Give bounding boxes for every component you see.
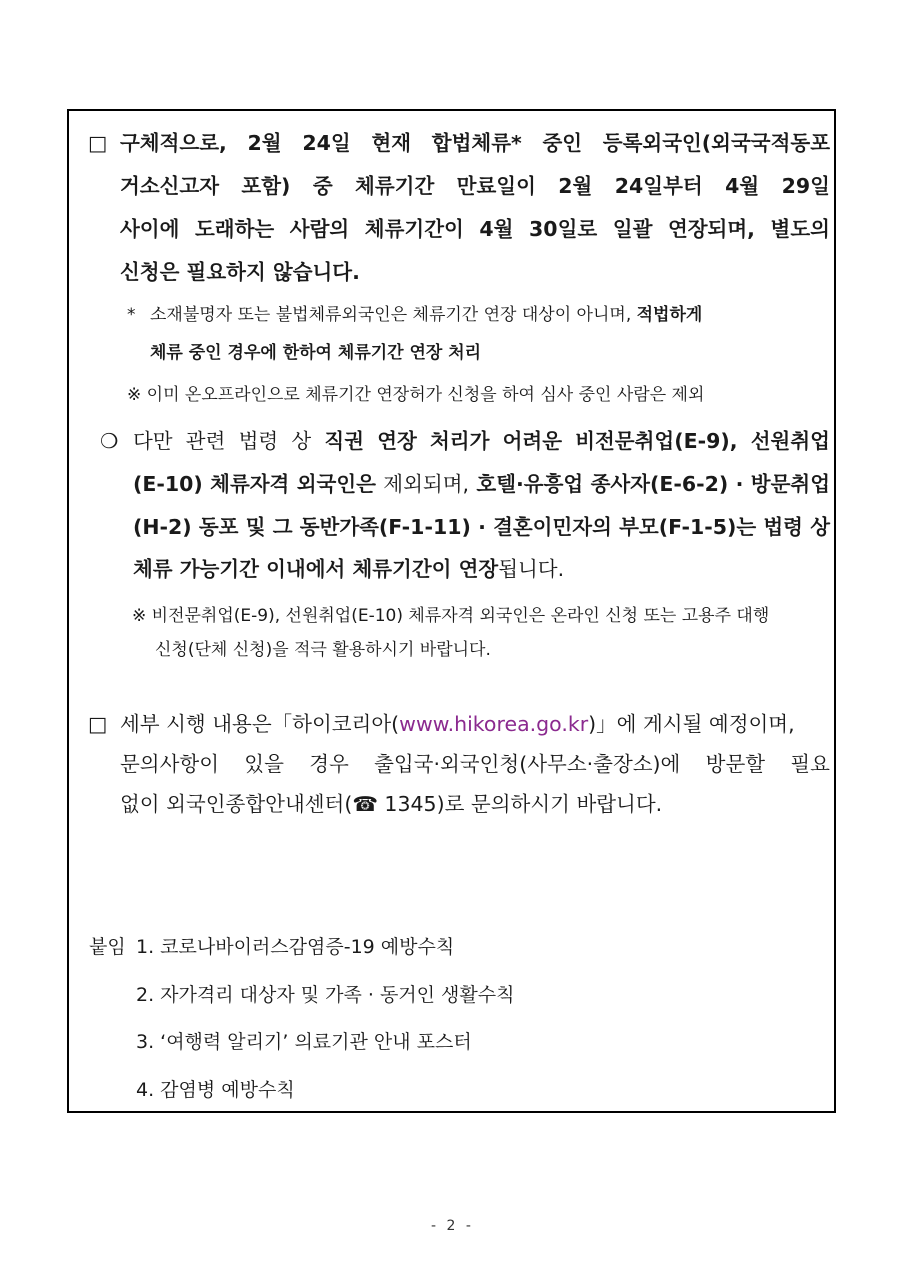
hikorea-link[interactable]: www.hikorea.go.kr — [399, 712, 589, 736]
word: 있을 — [244, 752, 284, 776]
word: 등록외국인(외국국적동포 — [602, 131, 830, 155]
word: 어려운 — [502, 429, 563, 453]
word: 24일부터 — [614, 174, 703, 198]
section1-line-4: 신청은 필요하지 않습니다. — [120, 260, 360, 284]
word: 방문할 — [705, 752, 766, 776]
word: 처리가 — [429, 429, 490, 453]
star-note-line-1: 소재불명자 또는 불법체류외국인은 체류기간 연장 대상이 아니며, 적법하게 — [150, 305, 703, 325]
word: 2월 — [558, 174, 593, 198]
word: 상 — [291, 429, 312, 453]
word: 선원취업 — [750, 429, 830, 453]
word: 사람의 — [289, 217, 350, 241]
word: 방문취업 — [750, 472, 830, 496]
word: 별도의 — [770, 217, 830, 241]
word: 동포 — [198, 515, 239, 539]
word: (H-2) — [133, 515, 192, 539]
word: · — [478, 515, 486, 539]
word: 중인 — [542, 131, 583, 155]
word: 동반가족(F-1-11) — [299, 515, 471, 539]
attachments-label: 붙임 — [89, 936, 126, 958]
sub-note-line-2: 신청(단체 신청)을 적극 활용하시기 바랍니다. — [155, 640, 491, 660]
word: 체류자격 — [210, 472, 290, 496]
word: 합법체류* — [431, 131, 522, 155]
word: 4월 — [479, 217, 514, 241]
word: 2월 — [247, 131, 282, 155]
sub-line-2 — [133, 472, 830, 496]
word: 사이에 — [120, 217, 180, 241]
sub-line-3 — [133, 515, 830, 539]
word: 그 — [272, 515, 293, 539]
sub-note-line-1: ※ 비전문취업(E-9), 선원취업(E-10) 체류자격 외국인은 온라인 신청 또는 고용주 대행 — [132, 606, 770, 626]
word: 문의사항이 — [120, 752, 220, 776]
word: 29일 — [781, 174, 830, 198]
word: 법령 — [238, 429, 279, 453]
word: 상 — [810, 515, 830, 539]
attachment-item: 1. 코로나바이러스감염증-19 예방수칙 — [136, 936, 455, 958]
word: 결혼이민자의 — [493, 515, 612, 539]
word: 24일 — [302, 131, 351, 155]
sub-line-1 — [133, 429, 830, 453]
word: 종사자(E-6-2) — [590, 472, 729, 496]
word: 경우 — [309, 752, 349, 776]
word: 체류기간 — [355, 174, 435, 198]
section1-line-1 — [120, 131, 830, 155]
word: 포함) — [241, 174, 291, 198]
word: 연장 — [377, 429, 417, 453]
word: 만료일이 — [456, 174, 536, 198]
section2-box-icon: □ — [88, 712, 108, 736]
phone-icon: ☎ — [352, 792, 378, 816]
word: 관련 — [185, 429, 226, 453]
star-note-line-2: 체류 중인 경우에 한하여 체류기간 연장 처리 — [150, 343, 482, 363]
word: 외국인은 — [296, 472, 376, 496]
word: 도래하는 — [195, 217, 275, 241]
section2-line-3: 없이 외국인종합안내센터(☎ 1345)로 문의하시기 바랍니다. — [120, 792, 663, 816]
section2-line-1: 세부 시행 내용은「하이코리아(www.hikorea.go.kr)」에 게시될 예정이며, — [120, 712, 795, 736]
word: 거소신고자 — [120, 174, 220, 198]
word: 일괄 — [612, 217, 653, 241]
word: 비전문취업(E-9), — [575, 429, 738, 453]
section1-box-icon: □ — [88, 131, 108, 155]
word: 구체적으로, — [120, 131, 227, 155]
attachment-item: 4. 감염병 예방수칙 — [136, 1079, 295, 1101]
word: (E-10) — [133, 472, 203, 496]
word: 현재 — [371, 131, 412, 155]
attachment-item: 3. ‘여행력 알리기’ 의료기관 안내 포스터 — [136, 1031, 472, 1053]
section2-line-2 — [120, 752, 830, 776]
word: 및 — [245, 515, 266, 539]
word: 부모(F-1-5)는 — [619, 515, 757, 539]
word: 체류기간이 — [364, 217, 464, 241]
word: 30일로 — [529, 217, 598, 241]
word: 제외되며, — [383, 472, 470, 496]
word: 법령 — [763, 515, 803, 539]
word: 다만 — [133, 429, 173, 453]
reference-note: ※ 이미 온오프라인으로 체류기간 연장허가 신청을 하여 심사 중인 사람은 제외 — [127, 385, 705, 405]
word: · — [735, 472, 744, 496]
word: 연장되며, — [667, 217, 755, 241]
word: 4월 — [725, 174, 760, 198]
section1-line-3 — [120, 217, 830, 241]
word: 필요 — [790, 752, 830, 776]
sub-line-4: 체류 가능기간 이내에서 체류기간이 연장됩니다. — [133, 557, 565, 581]
star-note-mark: * — [127, 305, 136, 325]
word: 호텔·유흥업 — [476, 472, 584, 496]
section1-line-2 — [120, 174, 830, 198]
circle-bullet-icon: ❍ — [100, 429, 119, 453]
page-number: - 2 - — [431, 1218, 474, 1234]
word: 중 — [312, 174, 333, 198]
word: 출입국·외국인청(사무소·출장소)에 — [374, 752, 681, 776]
word: 직권 — [324, 429, 364, 453]
attachment-item: 2. 자가격리 대상자 및 가족 · 동거인 생활수칙 — [136, 984, 515, 1006]
